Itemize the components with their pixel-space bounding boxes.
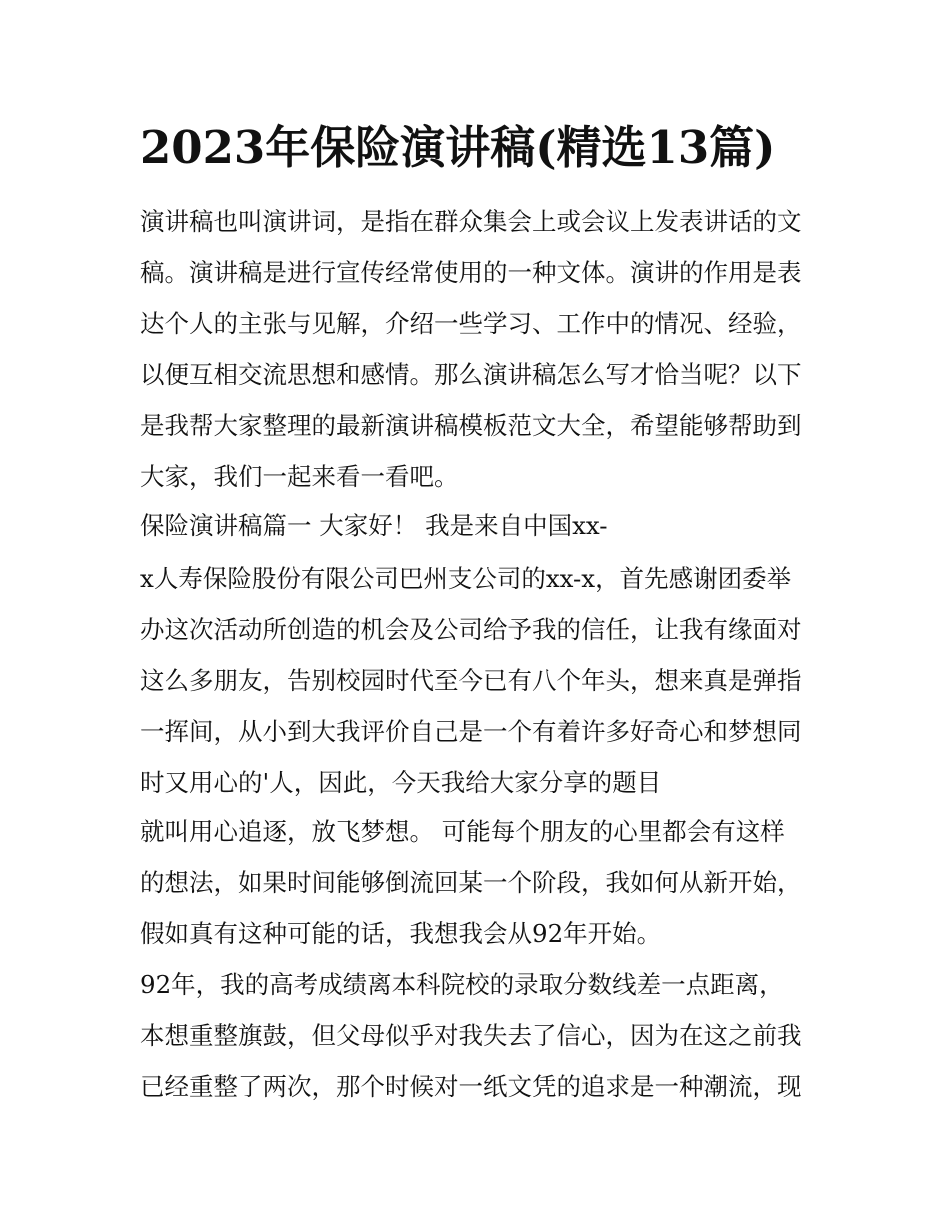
body-line-11: 一挥间，从小到大我评价自己是一个有着许多好奇心和梦想同 xyxy=(140,717,802,746)
body-line-4: 以便互相交流思想和感情。那么演讲稿怎么写才恰当呢？以下 xyxy=(140,360,802,389)
body-line-18: 已经重整了两次，那个时候对一纸文凭的追求是一种潮流，现 xyxy=(140,1072,802,1101)
body-line-16: 92年，我的高考成绩离本科院校的录取分数线差一点距离， xyxy=(140,970,784,999)
body-line-6: 大家，我们一起来看一看吧。 xyxy=(140,462,459,491)
body-line-2: 稿。演讲稿是进行宣传经常使用的一种文体。演讲的作用是表 xyxy=(140,258,802,287)
body-line-1: 演讲稿也叫演讲词，是指在群众集会上或会议上发表讲话的文 xyxy=(140,207,802,236)
body-line-8: x人寿保险股份有限公司巴州支公司的xx-x，首先感谢团委举 xyxy=(140,564,792,593)
body-line-12: 时又用心的'人，因此，今天我给大家分享的题目 xyxy=(140,768,662,797)
body-line-5: 是我帮大家整理的最新演讲稿模板范文大全，希望能够帮助到 xyxy=(140,411,802,440)
body-line-10: 这么多朋友，告别校园时代至今已有八个年头，想来真是弹指 xyxy=(140,666,802,695)
body-line-9: 办这次活动所创造的机会及公司给予我的信任，让我有缘面对 xyxy=(140,615,802,644)
body-line-17: 本想重整旗鼓，但父母似乎对我失去了信心，因为在这之前我 xyxy=(140,1021,802,1050)
body-line-13: 就叫用心追逐，放飞梦想。 可能每个朋友的心里都会有这样 xyxy=(140,817,785,846)
document-title: 2023年保险演讲稿(精选13篇) xyxy=(140,121,776,174)
body-line-15: 假如真有这种可能的话，我想我会从92年开始。 xyxy=(140,919,662,948)
body-line-3: 达个人的主张与见解，介绍一些学习、工作中的情况、经验， xyxy=(140,309,802,338)
body-line-14: 的想法，如果时间能够倒流回某一个阶段，我如何从新开始， xyxy=(140,868,802,897)
body-line-7: 保险演讲稿篇一 大家好！ 我是来自中国xx- xyxy=(140,511,608,540)
